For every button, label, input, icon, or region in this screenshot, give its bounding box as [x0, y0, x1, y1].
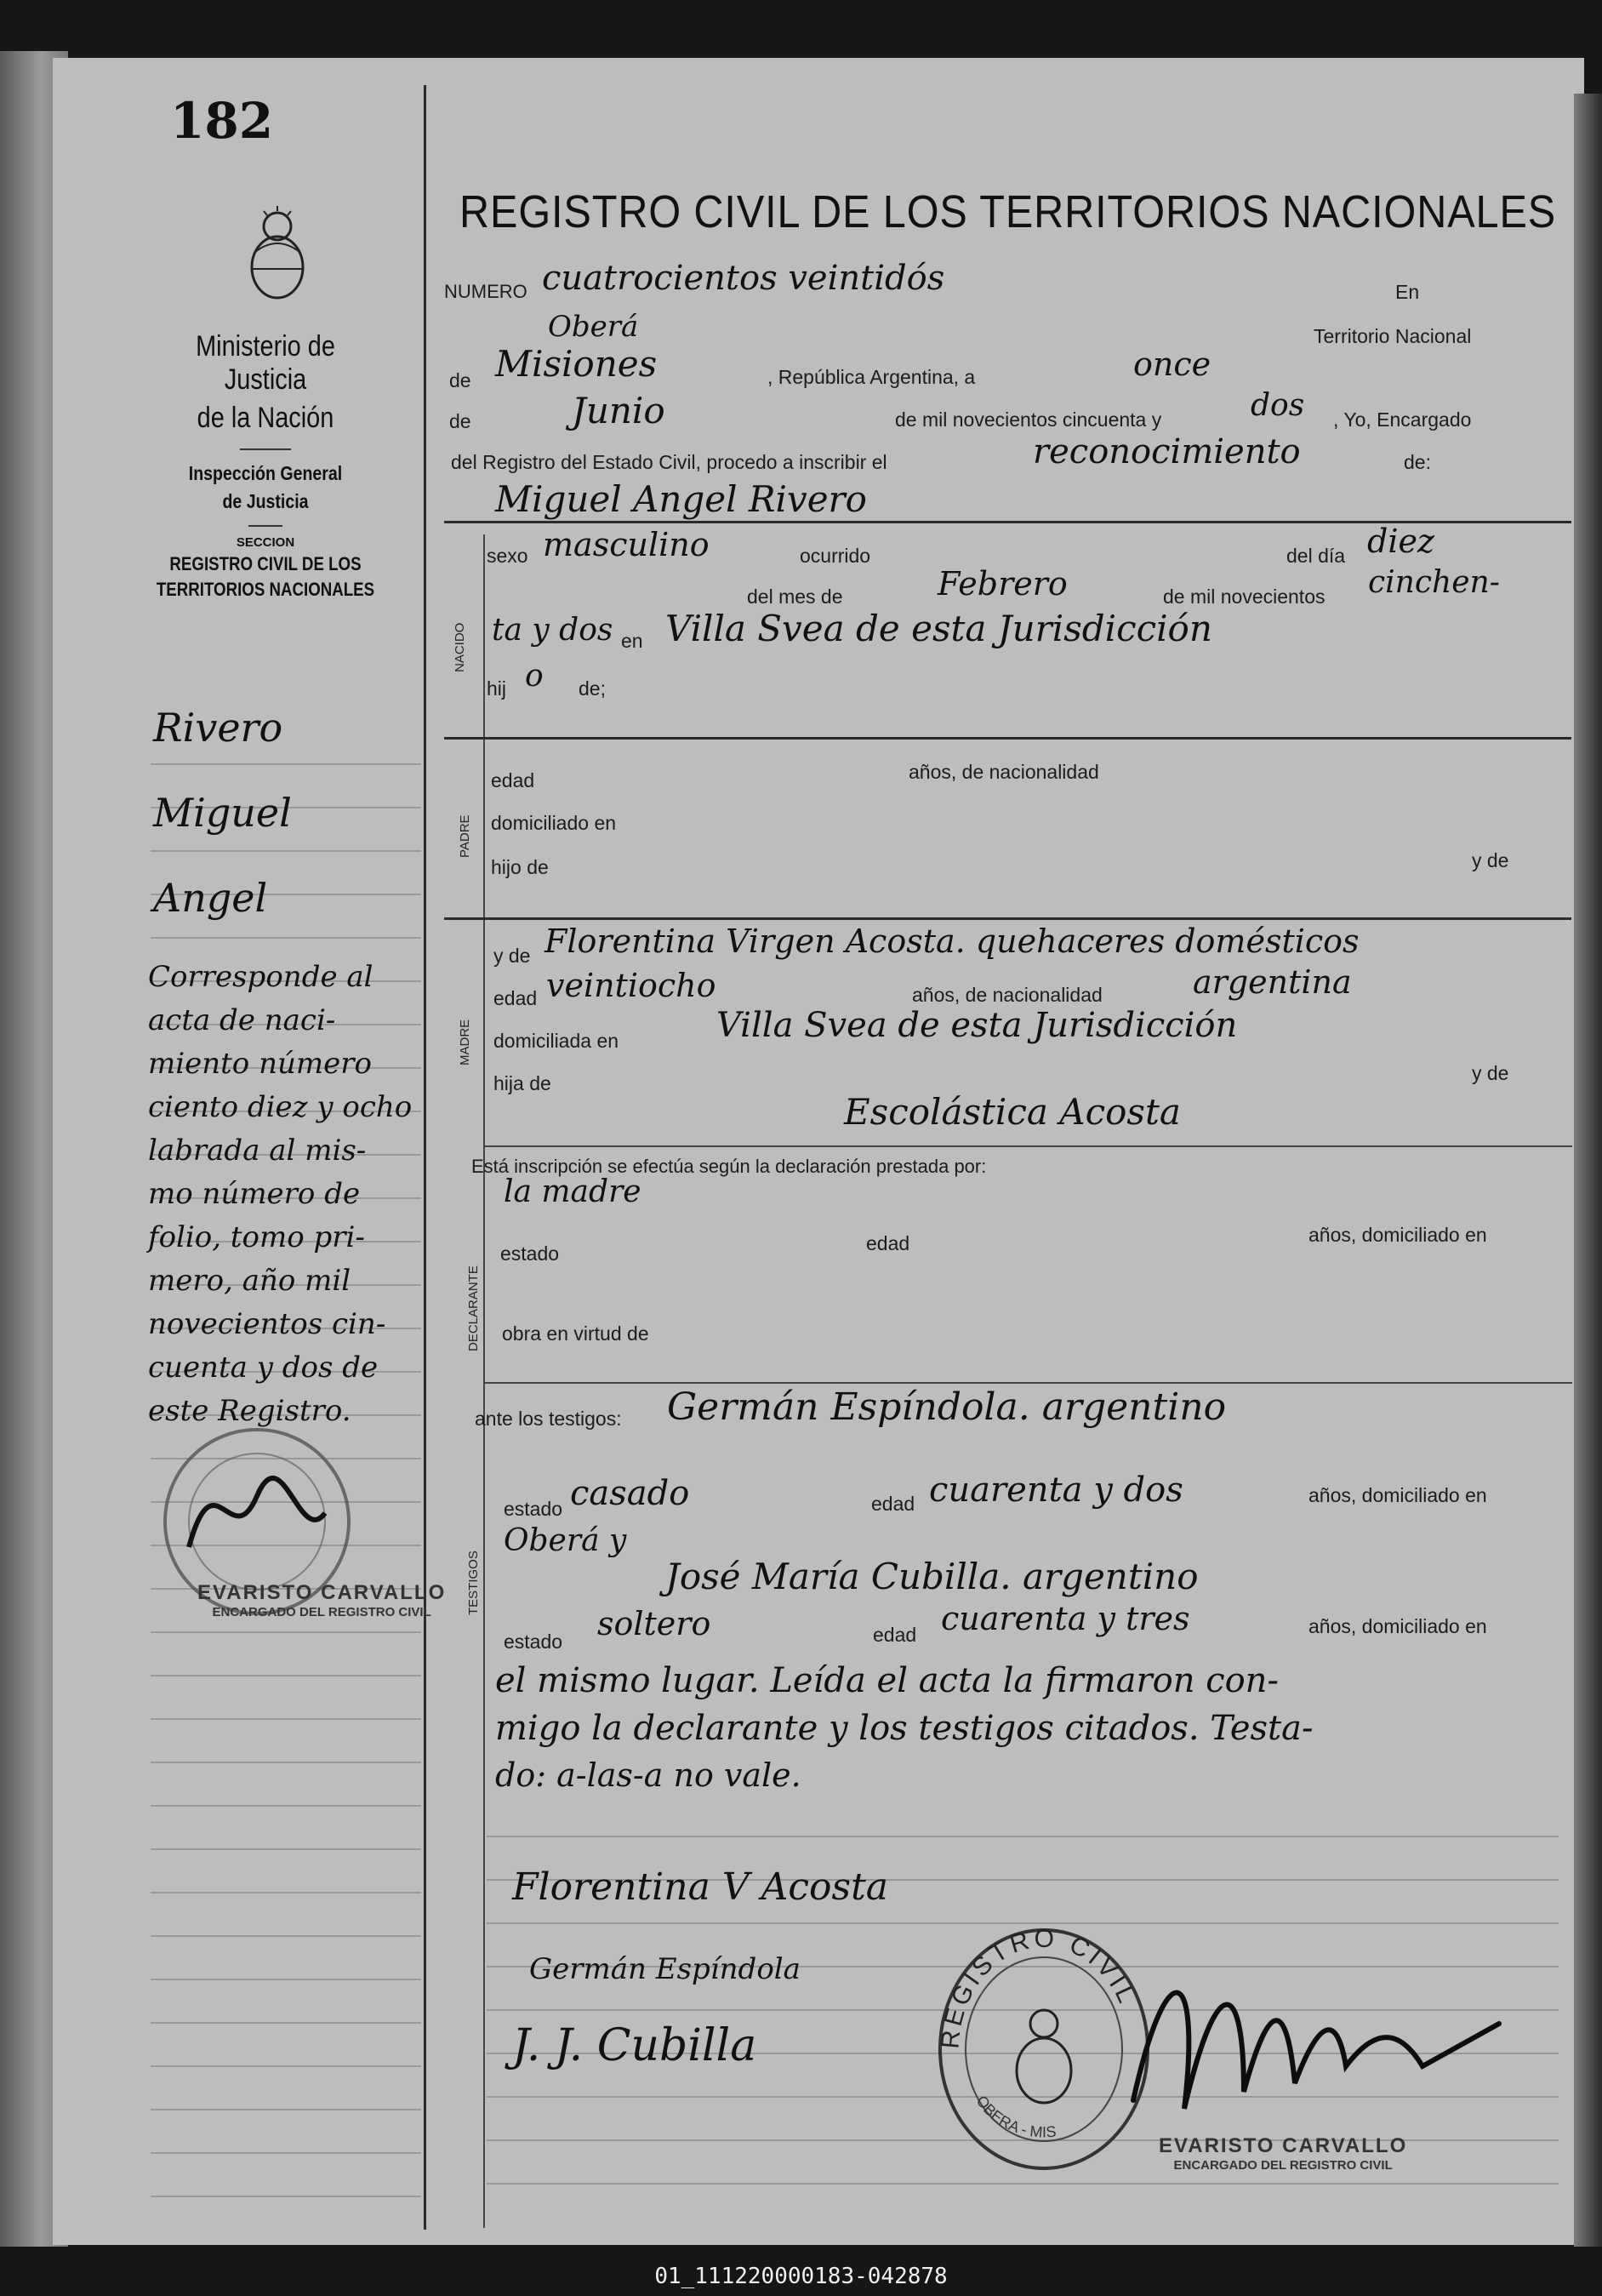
hw-day: once: [1133, 346, 1211, 383]
hw-w2-estado: soltero: [597, 1605, 711, 1642]
label-edad-d: edad: [866, 1232, 910, 1254]
label-sexo: sexo: [487, 545, 528, 567]
section-line2: REGISTRO CIVIL DE LOS: [169, 553, 362, 574]
ministry-block: [134, 330, 397, 601]
hw-year-born-b: ta y dos: [492, 613, 613, 648]
hw-sex: masculino: [543, 526, 710, 563]
label-edad-t1: edad: [871, 1493, 915, 1515]
section-nacido: NACIDO: [453, 622, 467, 672]
ministry-line1: Ministerio de Justicia: [196, 330, 335, 396]
section-testigos: TESTIGOS: [466, 1551, 481, 1615]
label-inscripcion: Está inscripción se efectúa según la declaración prestada por:: [471, 1156, 987, 1177]
hw-numero: cuatrocientos veintidós: [542, 259, 945, 298]
margin-given-1: Miguel: [153, 790, 292, 836]
label-del-dia: del día: [1286, 545, 1346, 567]
label-y-de: y de: [1472, 849, 1509, 871]
label-hija-de: hija de: [493, 1072, 551, 1094]
hw-grandmother: Escolástica Acosta: [844, 1091, 1181, 1133]
label-estado-t1: estado: [504, 1498, 563, 1520]
dept-line1: Inspección General: [188, 462, 343, 484]
hw-place: Oberá: [548, 310, 639, 344]
label-territorio: Territorio Nacional: [1314, 325, 1472, 347]
hw-closing-2: migo la declarante y los testigos citados. Testa-: [495, 1709, 1314, 1748]
label-de-mil: de mil novecientos: [1163, 585, 1325, 608]
document-title: REGISTRO CIVIL DE LOS TERRITORIOS NACIONALES: [459, 186, 1557, 237]
label-del-mes: del mes de: [747, 585, 843, 608]
hw-month: Junio: [572, 390, 665, 431]
label-de: de: [449, 369, 471, 391]
label-ocurrido: ocurrido: [800, 545, 871, 567]
officer-name: EVARISTO CARVALLO: [197, 1581, 447, 1604]
label-de2: de: [449, 410, 471, 432]
hw-year: dos: [1251, 388, 1305, 423]
officer-name: EVARISTO CARVALLO: [1159, 2134, 1408, 2157]
signature-witness1: Germán Espíndola: [529, 1952, 801, 1986]
hw-hij-suffix: o: [525, 659, 544, 694]
hw-w1-dom: Oberá y: [504, 1523, 627, 1558]
label-edad-m: edad: [493, 987, 538, 1009]
margin-note: [148, 960, 429, 1437]
page-edge: [1574, 94, 1602, 2247]
label-de-semi: de;: [579, 677, 606, 700]
label-y-de-madre: y de: [493, 945, 531, 967]
margin-given-2: Angel: [153, 875, 268, 921]
dept-line2: de Justicia: [222, 490, 309, 512]
hw-mother-age: veintiocho: [546, 967, 716, 1004]
hw-mother: Florentina Virgen Acosta. quehaceres domésticos: [544, 922, 1360, 960]
hw-declarant: la madre: [504, 1174, 641, 1209]
hw-mother-dom: Villa Svea de esta Jurisdicción: [716, 1006, 1238, 1045]
officer-title: ENCARGADO DEL REGISTRO CIVIL: [1173, 2158, 1393, 2173]
hw-closing-1: el mismo lugar. Leída el acta la firmaron con-: [495, 1661, 1279, 1700]
register-page: [53, 58, 1584, 2245]
hw-w1-estado: casado: [570, 1474, 690, 1513]
label-estado: estado: [500, 1242, 560, 1265]
margin-note-line: mero, año mil: [148, 1264, 351, 1298]
label-domiciliada: domiciliada en: [493, 1030, 619, 1052]
officer-title: ENCARGADO DEL REGISTRO CIVIL: [212, 1605, 431, 1619]
label-estado-t2: estado: [504, 1631, 563, 1653]
label-obra: obra en virtud de: [502, 1322, 649, 1345]
margin-note-line: cuenta y dos de: [148, 1351, 379, 1385]
label-anos-nac-m: años, de nacionalidad: [912, 984, 1103, 1006]
margin-note-line: folio, tomo pri-: [148, 1220, 365, 1254]
label-hijo-de: hijo de: [491, 856, 549, 878]
label-anos-dom-t1: años, domiciliado en: [1308, 1484, 1487, 1506]
signature-witness2: J. J. Cubilla: [512, 2020, 757, 2071]
label-numero: NUMERO: [444, 281, 527, 302]
label-anos-nac: años, de nacionalidad: [909, 761, 1099, 783]
margin-note-line: Corresponde al: [148, 960, 373, 994]
label-edad-t2: edad: [873, 1624, 917, 1646]
hw-w2-edad: cuarenta y tres: [941, 1600, 1190, 1637]
label-domiciliado: domiciliado en: [491, 812, 617, 834]
hw-act: reconocimiento: [1033, 432, 1301, 471]
coat-of-arms-icon: [238, 201, 316, 303]
seal-ring-bottom: OBERA - MIS: [972, 2092, 1058, 2141]
form-left-rule: [483, 534, 485, 2228]
rule: [444, 917, 1571, 920]
label-registro: del Registro del Estado Civil, procedo a inscribir el: [451, 451, 887, 473]
hw-mother-nat: argentina: [1193, 963, 1352, 1001]
section-madre: MADRE: [458, 1019, 472, 1065]
rule: [444, 737, 1571, 740]
label-de-colon: de:: [1404, 451, 1431, 473]
label-yo-encargado: , Yo, Encargado: [1333, 408, 1472, 431]
margin-surname: Rivero: [153, 705, 283, 751]
hw-closing-3: do: a-las-a no vale.: [495, 1756, 801, 1794]
margin-note-line: mo número de: [148, 1177, 361, 1211]
officer-signature-icon: [1116, 1930, 1516, 2151]
hw-w1-edad: cuarenta y dos: [929, 1471, 1183, 1510]
label-anos-dom-t2: años, domiciliado en: [1308, 1615, 1487, 1637]
ministry-line2: de la Nación: [197, 402, 334, 434]
hw-witness2: José María Cubilla. argentino: [665, 1556, 1199, 1597]
rule: [483, 1382, 1572, 1384]
hw-province: Misiones: [495, 343, 658, 385]
section-padre: PADRE: [458, 814, 472, 858]
margin-note-line: miento número: [148, 1047, 372, 1081]
image-id-footer: 01_111220000183-042878: [654, 2264, 948, 2289]
hw-birthplace: Villa Svea de esta Jurisdicción: [665, 608, 1212, 649]
seal-ring-text: REGISTRO CIVIL: [936, 1924, 1143, 2050]
hw-day-born: diez: [1367, 523, 1434, 560]
officer-stamp-right: [1159, 2134, 1407, 2173]
margin-note-line: ciento diez y ocho: [148, 1090, 413, 1124]
hw-month-born: Febrero: [938, 565, 1068, 603]
divider: [240, 448, 291, 450]
svg-text:OBERA - MIS: [972, 2093, 1057, 2141]
label-y-de-m: y de: [1472, 1062, 1509, 1084]
hw-year-born-a: cinchen-: [1368, 565, 1500, 600]
section-line1: SECCION: [236, 535, 295, 550]
label-en2: en: [621, 630, 643, 652]
hw-name: Miguel Angel Rivero: [495, 478, 867, 520]
officer-stamp-left: [197, 1581, 446, 1619]
margin-note-line: novecientos cin-: [148, 1307, 386, 1341]
rule: [483, 1145, 1572, 1147]
margin-note-line: acta de naci-: [148, 1003, 336, 1037]
label-anos-dom: años, domiciliado en: [1308, 1224, 1487, 1246]
signature-mother: Florentina V Acosta: [512, 1865, 888, 1909]
divider: [248, 525, 282, 527]
section-line3: TERRITORIOS NACIONALES: [156, 579, 375, 600]
label-edad: edad: [491, 769, 535, 791]
label-mil-novecientos: de mil novecientos cincuenta y: [895, 408, 1162, 431]
margin-note-line: labrada al mis-: [148, 1134, 367, 1168]
section-declarante: DECLARANTE: [466, 1265, 481, 1351]
label-hij: hij: [487, 677, 507, 700]
page-number: 182: [170, 92, 274, 150]
label-en: En: [1395, 281, 1420, 303]
hw-witness1: Germán Espíndola. argentino: [667, 1385, 1227, 1429]
margin-note-line: este Registro.: [148, 1394, 351, 1428]
label-republica: , República Argentina, a: [767, 366, 976, 388]
label-testigos: ante los testigos:: [475, 1408, 622, 1430]
